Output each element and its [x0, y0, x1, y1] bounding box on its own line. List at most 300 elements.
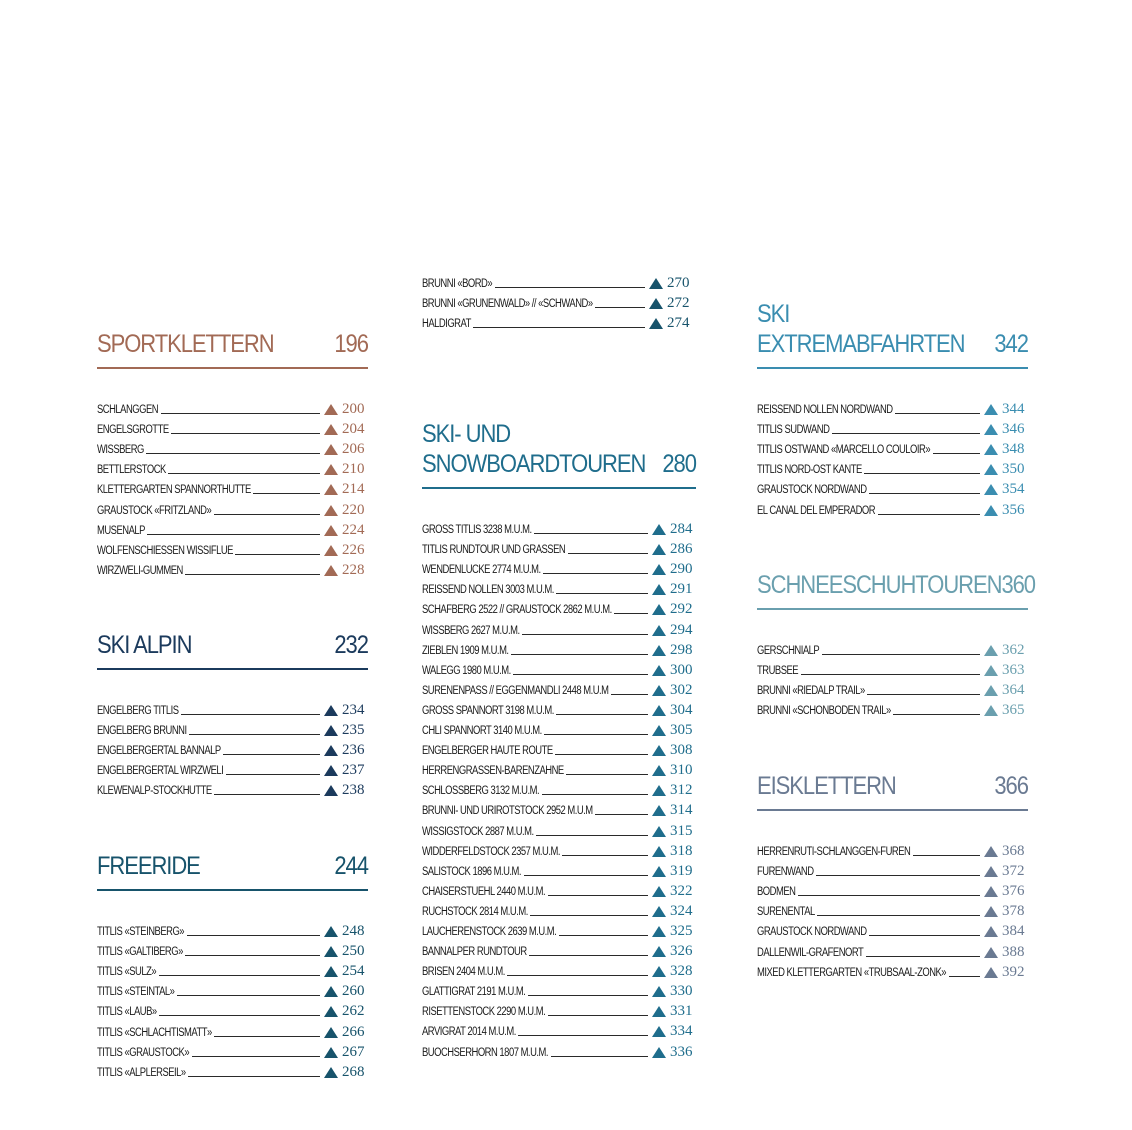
entry-page-number: 237 [342, 762, 365, 779]
entry-page-number: 362 [1002, 642, 1025, 659]
leader-line [189, 734, 320, 735]
leader-line [188, 1076, 320, 1077]
entry-label: GROSS SPANNORT 3198 M.Ü.M. [422, 704, 554, 717]
triangle-up-icon [324, 484, 338, 495]
section-ski-extremabfahrten [757, 300, 1028, 518]
leader-line [192, 1056, 320, 1057]
entry-label: ZIEBLEN 1909 M.Ü.M. [422, 644, 509, 657]
entry-page-number: 250 [342, 943, 365, 960]
entry-page-number: 356 [1002, 501, 1025, 518]
entry-label: WISSBERG 2627 M.Ü.M. [422, 624, 520, 637]
entry-list [757, 839, 1028, 980]
toc-entry[interactable] [422, 577, 696, 597]
entry-page-number: 302 [670, 681, 693, 698]
entry-page-number: 346 [1002, 421, 1025, 438]
entry-label: GRAUSTOCK NORDWAND [757, 926, 867, 939]
triangle-up-icon [324, 565, 338, 576]
leader-line [864, 473, 980, 474]
toc-entry[interactable] [97, 417, 368, 437]
section-heading [757, 767, 1028, 801]
toc-entry[interactable] [422, 1039, 696, 1059]
entry-label: BRUNNI «RIEDALP TRAIL» [757, 685, 865, 698]
entry-label: TITLIS SÜDWAND [757, 424, 830, 437]
triangle-up-icon [652, 846, 666, 857]
entry-label: LAUCHERENSTOCK 2639 M.Ü.M. [422, 925, 557, 938]
toc-entry[interactable] [422, 778, 696, 798]
toc-entry[interactable] [757, 899, 1028, 919]
entry-list [97, 919, 368, 1080]
entry-page-number: 234 [342, 702, 365, 719]
toc-entry[interactable] [422, 517, 696, 537]
leader-line [177, 995, 320, 996]
leader-line [214, 1036, 320, 1037]
toc-entry[interactable] [422, 879, 696, 899]
triangle-up-icon [324, 986, 338, 997]
triangle-up-icon [652, 1006, 666, 1017]
toc-entry[interactable] [422, 859, 696, 879]
triangle-up-icon [324, 745, 338, 756]
entry-label: SCHLOSSBERG 3132 M.Ü.M. [422, 785, 540, 798]
leader-line [869, 935, 980, 936]
triangle-up-icon [984, 967, 998, 978]
toc-entry[interactable] [422, 678, 696, 698]
triangle-up-icon [984, 484, 998, 495]
leader-line [933, 453, 980, 454]
entry-page-number: 214 [342, 481, 365, 498]
triangle-up-icon [324, 926, 338, 937]
entry-page-number: 354 [1002, 481, 1025, 498]
triangle-up-icon [324, 505, 338, 516]
entry-label: WOLFENSCHIESSEN WISSIFLUE [97, 544, 233, 557]
toc-entry[interactable] [422, 718, 696, 738]
triangle-up-icon [652, 645, 666, 656]
toc-entry[interactable] [757, 859, 1028, 879]
entry-page-number: 328 [670, 963, 693, 980]
toc-entry[interactable] [97, 1040, 368, 1060]
entry-page-number: 315 [670, 822, 693, 839]
triangle-up-icon [652, 826, 666, 837]
triangle-up-icon [652, 544, 666, 555]
entry-label: GROSS TITLIS 3238 M.Ü.M. [422, 524, 532, 537]
toc-entry[interactable] [422, 798, 696, 818]
leader-line [235, 554, 320, 555]
leader-line [161, 413, 320, 414]
leader-line [822, 654, 980, 655]
toc-entry[interactable] [97, 477, 368, 497]
toc-entry[interactable] [422, 617, 696, 637]
entry-page-number: 368 [1002, 843, 1025, 860]
leader-line [555, 754, 648, 755]
entry-page-number: 268 [342, 1063, 365, 1080]
toc-entry[interactable] [422, 537, 696, 557]
leader-line [801, 674, 980, 675]
triangle-up-icon [652, 926, 666, 937]
triangle-up-icon [649, 318, 663, 329]
triangle-up-icon [652, 1026, 666, 1037]
entry-label: SCHLÄNGGEN [97, 404, 159, 417]
toc-entry[interactable] [757, 678, 1028, 698]
toc-entry[interactable] [757, 658, 1028, 678]
toc-entry[interactable] [97, 397, 368, 417]
entry-label: BRUNNI- UND URIROTSTOCK 2952 M.Ü.M [422, 805, 593, 818]
toc-entry[interactable] [757, 477, 1028, 497]
triangle-up-icon [984, 645, 998, 656]
entry-label: RISETTENSTOCK 2290 M.Ü.M. [422, 1006, 546, 1019]
triangle-up-icon [652, 906, 666, 917]
toc-entry[interactable] [97, 939, 368, 959]
triangle-up-icon [652, 966, 666, 977]
triangle-up-icon [984, 505, 998, 516]
section-page-number: 196 [334, 330, 368, 358]
leader-line [507, 975, 648, 976]
toc-entry[interactable] [757, 497, 1028, 517]
toc-entry[interactable] [97, 718, 368, 738]
entry-label: TITLIS OSTWAND «MARCELLO COULOIR» [757, 444, 931, 457]
entry-label: GRAUSTOCK NORDWAND [757, 484, 867, 497]
entry-page-number: 235 [342, 722, 365, 739]
entry-label: MUSENALP [97, 524, 145, 537]
triangle-up-icon [984, 866, 998, 877]
leader-line [518, 1035, 648, 1036]
entry-label: TRÜBSEE [757, 665, 799, 678]
entry-label: TITLIS «ÄLPLERSEIL» [97, 1066, 186, 1079]
section-divider [757, 608, 1028, 610]
triangle-up-icon [984, 846, 998, 857]
section-divider [97, 367, 368, 369]
toc-entry[interactable] [97, 959, 368, 979]
entry-page-number: 286 [670, 541, 693, 558]
entry-page-number: 372 [1002, 863, 1025, 880]
leader-line [214, 514, 320, 515]
section-title: SKI EXTREMABFAHRTEN [757, 300, 965, 358]
entry-label: TITLIS «STEINBERG» [97, 926, 185, 939]
section-heading [757, 300, 1028, 359]
leader-line [878, 514, 980, 515]
triangle-up-icon [652, 866, 666, 877]
entry-label: TITLIS «LAUB» [97, 1006, 157, 1019]
section-heading [757, 566, 1035, 600]
leader-line [187, 935, 320, 936]
entry-page-number: 224 [342, 521, 365, 538]
triangle-up-icon [984, 947, 998, 958]
leader-line [536, 835, 648, 836]
entry-list [757, 638, 1028, 718]
leader-line [913, 855, 980, 856]
toc-entry[interactable] [422, 658, 696, 678]
toc-entry[interactable] [97, 698, 368, 718]
leader-line [534, 533, 648, 534]
entry-page-number: 238 [342, 782, 365, 799]
leader-line [543, 573, 648, 574]
leader-line [495, 287, 645, 288]
toc-entry[interactable] [422, 557, 696, 577]
entry-label: WIRZWELI-GUMMEN [97, 564, 183, 577]
toc-entry[interactable] [757, 698, 1028, 718]
entry-label: REISSEND NOLLEN NORDWAND [757, 404, 893, 417]
entry-label: WIDDERFELDSTOCK 2357 M.Ü.M. [422, 845, 560, 858]
toc-entry[interactable] [422, 1019, 696, 1039]
toc-entry[interactable] [757, 397, 1028, 417]
toc-entry[interactable] [97, 558, 368, 578]
toc-entry[interactable] [97, 1019, 368, 1039]
entry-page-number: 363 [1002, 662, 1025, 679]
triangle-up-icon [324, 966, 338, 977]
triangle-up-icon [324, 1047, 338, 1058]
section-divider [422, 487, 696, 489]
triangle-up-icon [652, 946, 666, 957]
entry-page-number: 292 [670, 601, 693, 618]
triangle-up-icon [324, 785, 338, 796]
entry-page-number: 322 [670, 882, 693, 899]
leader-line [473, 327, 645, 328]
entry-page-number: 220 [342, 501, 365, 518]
section-schneeschuhtouren [757, 566, 1035, 719]
toc-entry[interactable] [422, 311, 693, 331]
toc-entry[interactable] [422, 758, 696, 778]
entry-label: SALISTOCK 1896 M.Ü.M. [422, 865, 522, 878]
triangle-up-icon [652, 564, 666, 575]
entry-label: HERRENRÜTI-SCHLÄNGGEN-FÜREN [757, 846, 911, 859]
entry-label: FÜRENWAND [757, 866, 814, 879]
section-ski-snowboardtouren [422, 420, 696, 1060]
entry-page-number: 304 [670, 701, 693, 718]
section-freeride [97, 847, 368, 1080]
section-page-number: 360 [1001, 571, 1035, 599]
entry-page-number: 206 [342, 441, 365, 458]
triangle-up-icon [649, 298, 663, 309]
leader-line [568, 553, 648, 554]
toc-entry[interactable] [97, 437, 368, 457]
toc-entry[interactable] [757, 960, 1028, 980]
triangle-up-icon [984, 404, 998, 415]
section-title: SCHNEESCHUHTOUREN [757, 571, 1002, 599]
entry-label: TITLIS «GRAUSTOCK» [97, 1046, 190, 1059]
leader-line [528, 995, 648, 996]
entry-page-number: 290 [670, 561, 693, 578]
toc-entry[interactable] [422, 698, 696, 718]
toc-entry[interactable] [422, 899, 696, 919]
entry-page-number: 267 [342, 1043, 365, 1060]
leader-line [253, 493, 320, 494]
triangle-up-icon [652, 625, 666, 636]
entry-label: GERSCHNIALP [757, 645, 820, 658]
triangle-up-icon [652, 765, 666, 776]
column-3 [757, 300, 1035, 980]
entry-page-number: 228 [342, 561, 365, 578]
triangle-up-icon [652, 604, 666, 615]
leader-line [817, 915, 980, 916]
entry-page-number: 365 [1002, 702, 1025, 719]
entry-label: ENGELSGROTTE [97, 424, 169, 437]
entry-page-number: 330 [670, 983, 693, 1000]
triangle-up-icon [652, 785, 666, 796]
section-divider [97, 889, 368, 891]
entry-label: BRUNNI «GRÜNENWALD» // «SCHWAND» [422, 298, 593, 311]
toc-entry[interactable] [422, 738, 696, 758]
entry-label: BÖDMEN [757, 886, 796, 899]
toc-entry[interactable] [422, 271, 693, 291]
section-page-number: 366 [994, 772, 1028, 800]
triangle-up-icon [652, 524, 666, 535]
leader-line [511, 654, 648, 655]
toc-entry[interactable] [97, 778, 368, 798]
entry-page-number: 348 [1002, 441, 1025, 458]
toc-entry[interactable] [422, 979, 696, 999]
leader-line [159, 1015, 320, 1016]
triangle-up-icon [652, 886, 666, 897]
toc-entry[interactable] [422, 939, 696, 959]
triangle-up-icon [324, 1027, 338, 1038]
column-1 [97, 325, 368, 1080]
entry-label: DALLENWIL-GRAFENORT [757, 946, 864, 959]
entry-page-number: 272 [667, 295, 690, 312]
toc-entry[interactable] [422, 597, 696, 617]
triangle-up-icon [984, 464, 998, 475]
entry-page-number: 344 [1002, 401, 1025, 418]
entry-list [422, 271, 693, 331]
leader-line [159, 975, 320, 976]
toc-entry[interactable] [422, 999, 696, 1019]
section-divider [97, 668, 368, 670]
entry-label: TITLIS «SULZ» [97, 966, 157, 979]
leader-line [595, 307, 645, 308]
toc-entry[interactable] [757, 879, 1028, 899]
leader-line [551, 1056, 648, 1057]
leader-line [566, 774, 648, 775]
entry-label: WISSIGSTOCK 2887 M.Ü.M. [422, 825, 534, 838]
toc-entry[interactable] [757, 939, 1028, 959]
triangle-up-icon [984, 685, 998, 696]
toc-entry[interactable] [757, 437, 1028, 457]
entry-page-number: 210 [342, 461, 365, 478]
entry-page-number: 260 [342, 983, 365, 1000]
section-freeride-continued [422, 271, 693, 331]
section-page-number: 280 [662, 450, 696, 478]
entry-label: CHAISERSTUEHL 2440 M.Ü.M. [422, 885, 546, 898]
section-title: FREERIDE [97, 852, 200, 880]
toc-entry[interactable] [757, 638, 1028, 658]
triangle-up-icon [324, 464, 338, 475]
leader-line [556, 593, 648, 594]
toc-entry[interactable] [422, 919, 696, 939]
section-divider [757, 367, 1028, 369]
leader-line [542, 794, 648, 795]
triangle-up-icon [324, 765, 338, 776]
toc-entry[interactable] [97, 1060, 368, 1080]
toc-entry[interactable] [422, 638, 696, 658]
leader-line [867, 694, 980, 695]
toc-entry[interactable] [97, 497, 368, 517]
entry-page-number: 384 [1002, 923, 1025, 940]
toc-entry[interactable] [422, 818, 696, 838]
toc-entry[interactable] [97, 999, 368, 1019]
triangle-up-icon [324, 1067, 338, 1078]
leader-line [559, 935, 648, 936]
triangle-up-icon [652, 665, 666, 676]
entry-list [422, 517, 696, 1060]
triangle-up-icon [324, 545, 338, 556]
toc-entry[interactable] [97, 457, 368, 477]
entry-label: BRISEN 2404 M.Ü.M. [422, 966, 505, 979]
toc-entry[interactable] [97, 738, 368, 758]
entry-label: KLETTERGÄRTEN SPANNORTHÜTTE [97, 484, 251, 497]
triangle-up-icon [984, 665, 998, 676]
entry-page-number: 325 [670, 922, 693, 939]
entry-page-number: 291 [670, 581, 693, 598]
toc-entry[interactable] [422, 291, 693, 311]
entry-label: KLEWENALP-STOCKHÜTTE [97, 785, 212, 798]
leader-line [185, 574, 320, 575]
leader-line [185, 955, 320, 956]
entry-label: GLATTIGRAT 2191 M.Ü.M. [422, 986, 526, 999]
triangle-up-icon [324, 705, 338, 716]
section-page-number: 244 [334, 852, 368, 880]
toc-entry[interactable] [97, 518, 368, 538]
entry-label: GRAUSTOCK «FRITZLAND» [97, 504, 212, 517]
section-divider [757, 809, 1028, 811]
entry-label: ENGELBERG BRUNNI [97, 725, 187, 738]
triangle-up-icon [324, 424, 338, 435]
leader-line [530, 915, 648, 916]
leader-line [595, 814, 648, 815]
leader-line [544, 734, 648, 735]
entry-page-number: 266 [342, 1023, 365, 1040]
toc-entry[interactable] [97, 979, 368, 999]
entry-label: WALEGG 1980 M.Ü.M. [422, 664, 511, 677]
toc-entry[interactable] [97, 538, 368, 558]
toc-entry[interactable] [422, 959, 696, 979]
toc-entry[interactable] [97, 758, 368, 778]
triangle-up-icon [324, 404, 338, 415]
toc-entry[interactable] [97, 919, 368, 939]
leader-line [147, 534, 320, 535]
entry-page-number: 326 [670, 943, 693, 960]
entry-label: EL CANAL DEL EMPERADOR [757, 504, 876, 517]
leader-line [168, 473, 320, 474]
entry-list [97, 397, 368, 578]
triangle-up-icon [984, 906, 998, 917]
entry-page-number: 254 [342, 963, 365, 980]
triangle-up-icon [652, 986, 666, 997]
toc-entry[interactable] [757, 839, 1028, 859]
leader-line [548, 1015, 648, 1016]
entry-page-number: 319 [670, 862, 693, 879]
entry-page-number: 314 [670, 802, 693, 819]
entry-label: REISSEND NOLLEN 3003 M.Ü.M. [422, 584, 554, 597]
toc-entry[interactable] [422, 839, 696, 859]
leader-line [146, 453, 320, 454]
section-title: SPORTKLETTERN [97, 330, 274, 358]
entry-label: BANNALPER RUNDTOUR [422, 946, 527, 959]
toc-entry[interactable] [757, 417, 1028, 437]
leader-line [562, 855, 648, 856]
leader-line [524, 875, 648, 876]
entry-label: MIXED KLETTERGÄRTEN «TRÜBSAAL-ZONK» [757, 966, 947, 979]
entry-page-number: 248 [342, 923, 365, 940]
toc-entry[interactable] [757, 457, 1028, 477]
entry-page-number: 298 [670, 641, 693, 658]
entry-page-number: 310 [670, 762, 693, 779]
entry-page-number: 392 [1002, 963, 1025, 980]
leader-line [798, 895, 980, 896]
leader-line [226, 774, 320, 775]
leader-line [611, 694, 648, 695]
section-heading [97, 847, 368, 881]
toc-entry[interactable] [757, 919, 1028, 939]
entry-label: HERRENGRASSEN-BÄRENZÄHNE [422, 765, 564, 778]
triangle-up-icon [652, 584, 666, 595]
entry-page-number: 331 [670, 1003, 693, 1020]
